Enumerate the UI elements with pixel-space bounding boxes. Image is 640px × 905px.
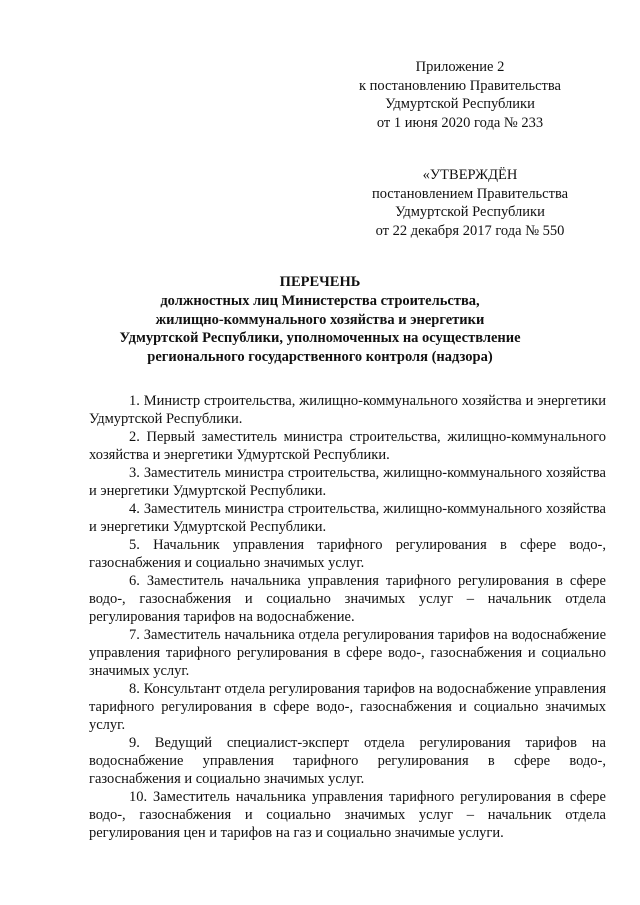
- list-item: 1. Министр строительства, жилищно-коммунального хозяйства и энергетики Удмуртской Республики.: [89, 393, 606, 427]
- appendix-republic: Удмуртской Республики: [385, 96, 535, 112]
- list-item: 3. Заместитель министра строительства, жилищно-коммунального хозяйства и энергетики Удмуртской Республики.: [89, 465, 606, 499]
- document-title: ПЕРЕЧЕНЬ: [279, 274, 361, 290]
- appendix-block: [330, 58, 590, 132]
- positions-list: [89, 392, 606, 842]
- approval-reference: постановлением Правительства: [371, 185, 569, 202]
- appendix-date: от 1 июня 2020 года № 233: [376, 114, 544, 131]
- list-item: 4. Заместитель министра строительства, жилищно-коммунального хозяйства и энергетики Удмуртской Республики.: [89, 501, 606, 535]
- appendix-number: Приложение 2: [415, 59, 505, 75]
- subtitle-line: жилищно-коммунального хозяйства и энергетики: [155, 311, 485, 328]
- list-item: 2. Первый заместитель министра строительства, жилищно-коммунального хозяйства и энергетики Удмуртской Республики.: [89, 429, 606, 463]
- subtitle-line: регионального государственного контроля (надзора): [147, 348, 493, 365]
- subtitle-line: должностных лиц Министерства строительства,: [160, 293, 480, 309]
- list-item: 8. Консультант отдела регулирования тарифов на водоснабжение управления тарифного регулирования в сфере водо-, газоснабжения и социально значимых услуг.: [89, 681, 606, 733]
- subtitle-line: Удмуртской Республики, уполномоченных на осуществление: [119, 330, 521, 347]
- list-item: 10. Заместитель начальника управления тарифного регулирования в сфере водо-, газоснабжения и социально значимых услуг – начальник отдела регулирования цен и тарифов на газ и социально значимые услуги.: [89, 789, 606, 841]
- approval-block: [340, 166, 600, 240]
- approval-date: от 22 декабря 2017 года № 550: [375, 222, 565, 239]
- document-subtitle: [60, 292, 580, 366]
- list-item: 9. Ведущий специалист-эксперт отдела регулирования тарифов на водоснабжение управления тарифного регулирования в сфере водо-, газоснабжения и социально значимых услуг.: [89, 735, 606, 787]
- list-item: 6. Заместитель начальника управления тарифного регулирования в сфере водо-, газоснабжения и социально значимых услуг – начальник отдела регулирования тарифов на водоснабжение.: [89, 573, 606, 625]
- approval-republic: Удмуртской Республики: [395, 204, 545, 220]
- approval-heading: «УТВЕРЖДЁН: [422, 167, 518, 183]
- appendix-reference: к постановлению Правительства: [359, 77, 561, 94]
- list-item: 7. Заместитель начальника отдела регулирования тарифов на водоснабжение управления тарифного регулирования в сфере водо-, газоснабжения и социально значимых услуг.: [89, 627, 606, 679]
- list-item: 5. Начальник управления тарифного регулирования в сфере водо-, газоснабжения и социально значимых услуг.: [89, 537, 606, 571]
